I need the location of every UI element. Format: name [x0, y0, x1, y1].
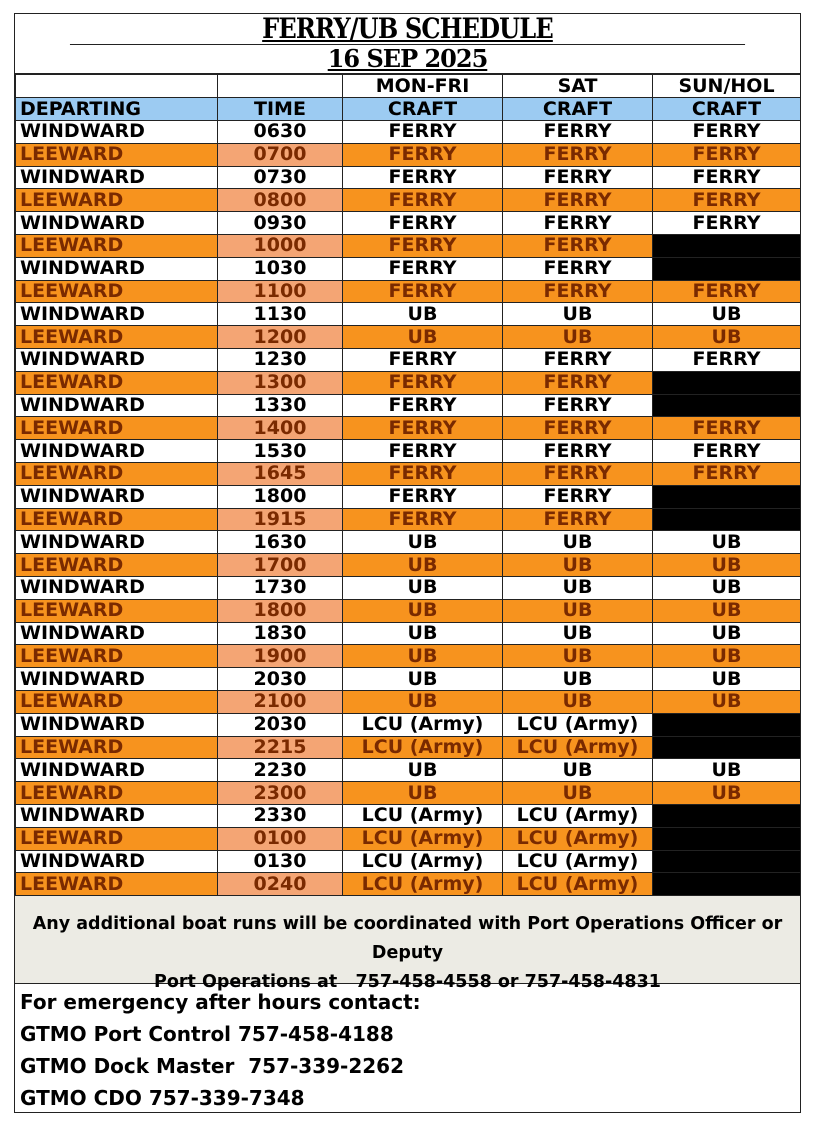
table-row: [16, 690, 801, 713]
contact-cdo: GTMO CDO 757-339-7348: [20, 1086, 305, 1111]
time-cell: 1030: [218, 257, 343, 280]
sat-craft-cell: LCU (Army): [503, 713, 653, 736]
table-row: [16, 121, 801, 144]
time-cell: 1900: [218, 645, 343, 668]
time-cell: 0800: [218, 189, 343, 212]
table-row: [16, 873, 801, 896]
column-header-departing: DEPARTING: [16, 98, 218, 121]
table-row: [16, 850, 801, 873]
sat-craft-cell: FERRY: [503, 121, 653, 144]
table-row: [16, 736, 801, 759]
sat-craft-cell: FERRY: [503, 371, 653, 394]
contact-dock-master: GTMO Dock Master 757-339-2262: [20, 1054, 405, 1079]
sat-craft-cell: LCU (Army): [503, 827, 653, 850]
no-service-cell: [653, 371, 801, 394]
departing-cell: LEEWARD: [16, 143, 218, 166]
days-header-blank-1: [16, 75, 218, 98]
mon-fri-craft-cell: LCU (Army): [343, 713, 503, 736]
departing-cell: LEEWARD: [16, 782, 218, 805]
departing-cell: LEEWARD: [16, 736, 218, 759]
departing-cell: LEEWARD: [16, 371, 218, 394]
days-header-sun-hol: SUN/HOL: [653, 75, 801, 98]
sat-craft-cell: FERRY: [503, 348, 653, 371]
sun-hol-craft-cell: FERRY: [653, 348, 801, 371]
sat-craft-cell: FERRY: [503, 257, 653, 280]
table-row: [16, 622, 801, 645]
mon-fri-craft-cell: UB: [343, 531, 503, 554]
table-row: [16, 234, 801, 257]
mon-fri-craft-cell: FERRY: [343, 508, 503, 531]
sun-hol-craft-cell: UB: [653, 622, 801, 645]
sat-craft-cell: UB: [503, 326, 653, 349]
departing-cell: WINDWARD: [16, 485, 218, 508]
mon-fri-craft-cell: UB: [343, 622, 503, 645]
time-cell: 2100: [218, 690, 343, 713]
mon-fri-craft-cell: FERRY: [343, 417, 503, 440]
departing-cell: WINDWARD: [16, 348, 218, 371]
sun-hol-craft-cell: UB: [653, 576, 801, 599]
time-cell: 1100: [218, 280, 343, 303]
table-row: [16, 759, 801, 782]
time-cell: 0630: [218, 121, 343, 144]
mon-fri-craft-cell: UB: [343, 599, 503, 622]
sat-craft-cell: LCU (Army): [503, 850, 653, 873]
mon-fri-craft-cell: FERRY: [343, 234, 503, 257]
sun-hol-craft-cell: FERRY: [653, 462, 801, 485]
departing-cell: LEEWARD: [16, 873, 218, 896]
mon-fri-craft-cell: FERRY: [343, 485, 503, 508]
sat-craft-cell: UB: [503, 668, 653, 691]
sat-craft-cell: UB: [503, 531, 653, 554]
sat-craft-cell: FERRY: [503, 417, 653, 440]
sun-hol-craft-cell: FERRY: [653, 440, 801, 463]
mon-fri-craft-cell: FERRY: [343, 371, 503, 394]
table-row: [16, 280, 801, 303]
departing-cell: WINDWARD: [16, 166, 218, 189]
departing-cell: LEEWARD: [16, 690, 218, 713]
sun-hol-craft-cell: FERRY: [653, 212, 801, 235]
sat-craft-cell: UB: [503, 303, 653, 326]
table-row: [16, 303, 801, 326]
mon-fri-craft-cell: LCU (Army): [343, 736, 503, 759]
page-title: FERRY/UB SCHEDULE: [70, 14, 745, 45]
table-row: [16, 462, 801, 485]
sat-craft-cell: FERRY: [503, 280, 653, 303]
sun-hol-craft-cell: UB: [653, 554, 801, 577]
time-cell: 2330: [218, 804, 343, 827]
departing-cell: WINDWARD: [16, 759, 218, 782]
table-row: [16, 485, 801, 508]
departing-cell: WINDWARD: [16, 303, 218, 326]
departing-cell: WINDWARD: [16, 804, 218, 827]
time-cell: 1300: [218, 371, 343, 394]
departing-cell: LEEWARD: [16, 326, 218, 349]
sun-hol-craft-cell: UB: [653, 531, 801, 554]
time-cell: 0930: [218, 212, 343, 235]
no-service-cell: [653, 736, 801, 759]
table-row: [16, 417, 801, 440]
mon-fri-craft-cell: LCU (Army): [343, 850, 503, 873]
sun-hol-craft-cell: UB: [653, 599, 801, 622]
sat-craft-cell: UB: [503, 599, 653, 622]
departing-cell: WINDWARD: [16, 713, 218, 736]
table-row: [16, 782, 801, 805]
no-service-cell: [653, 850, 801, 873]
time-cell: 1230: [218, 348, 343, 371]
sun-hol-craft-cell: UB: [653, 326, 801, 349]
time-cell: 0240: [218, 873, 343, 896]
no-service-cell: [653, 485, 801, 508]
departing-cell: LEEWARD: [16, 189, 218, 212]
time-cell: 1530: [218, 440, 343, 463]
no-service-cell: [653, 257, 801, 280]
time-cell: 1330: [218, 394, 343, 417]
time-cell: 2230: [218, 759, 343, 782]
time-cell: 1400: [218, 417, 343, 440]
time-cell: 2300: [218, 782, 343, 805]
sun-hol-craft-cell: UB: [653, 782, 801, 805]
note-line-2: Port Operations at 757-458-4558 or 757-458-4831: [154, 972, 661, 993]
mon-fri-craft-cell: FERRY: [343, 440, 503, 463]
table-row: [16, 143, 801, 166]
mon-fri-craft-cell: LCU (Army): [343, 827, 503, 850]
sun-hol-craft-cell: UB: [653, 759, 801, 782]
time-cell: 0100: [218, 827, 343, 850]
table-row: [16, 394, 801, 417]
mon-fri-craft-cell: FERRY: [343, 280, 503, 303]
mon-fri-craft-cell: FERRY: [343, 257, 503, 280]
mon-fri-craft-cell: UB: [343, 303, 503, 326]
contacts-heading: For emergency after hours contact:: [20, 990, 421, 1015]
departing-cell: LEEWARD: [16, 599, 218, 622]
departing-cell: LEEWARD: [16, 234, 218, 257]
mon-fri-craft-cell: LCU (Army): [343, 873, 503, 896]
table-row: [16, 645, 801, 668]
table-row: [16, 189, 801, 212]
mon-fri-craft-cell: UB: [343, 326, 503, 349]
sun-hol-craft-cell: FERRY: [653, 417, 801, 440]
sat-craft-cell: UB: [503, 576, 653, 599]
time-cell: 1630: [218, 531, 343, 554]
column-header-craft-sun-hol: CRAFT: [653, 98, 801, 121]
table-row: [16, 531, 801, 554]
table-row: [16, 257, 801, 280]
departing-cell: LEEWARD: [16, 645, 218, 668]
time-cell: 1800: [218, 599, 343, 622]
time-cell: 1730: [218, 576, 343, 599]
mon-fri-craft-cell: UB: [343, 782, 503, 805]
mon-fri-craft-cell: UB: [343, 690, 503, 713]
mon-fri-craft-cell: FERRY: [343, 394, 503, 417]
sun-hol-craft-cell: FERRY: [653, 143, 801, 166]
sat-craft-cell: FERRY: [503, 189, 653, 212]
departing-cell: WINDWARD: [16, 576, 218, 599]
departing-cell: WINDWARD: [16, 531, 218, 554]
departing-cell: LEEWARD: [16, 280, 218, 303]
port-operations-note: [15, 896, 800, 993]
table-row: [16, 166, 801, 189]
departing-cell: WINDWARD: [16, 622, 218, 645]
time-cell: 1830: [218, 622, 343, 645]
column-header-row: [16, 98, 801, 121]
table-row: [16, 576, 801, 599]
no-service-cell: [653, 394, 801, 417]
departing-cell: WINDWARD: [16, 668, 218, 691]
no-service-cell: [653, 827, 801, 850]
sat-craft-cell: FERRY: [503, 166, 653, 189]
schedule-table: [15, 74, 801, 896]
sat-craft-cell: FERRY: [503, 394, 653, 417]
mon-fri-craft-cell: FERRY: [343, 121, 503, 144]
departing-cell: LEEWARD: [16, 462, 218, 485]
sat-craft-cell: UB: [503, 690, 653, 713]
sat-craft-cell: FERRY: [503, 212, 653, 235]
time-cell: 1200: [218, 326, 343, 349]
sun-hol-craft-cell: FERRY: [653, 121, 801, 144]
sun-hol-craft-cell: UB: [653, 690, 801, 713]
emergency-contacts: [15, 984, 800, 1114]
departing-cell: WINDWARD: [16, 121, 218, 144]
days-header-sat: SAT: [503, 75, 653, 98]
sat-craft-cell: FERRY: [503, 234, 653, 257]
no-service-cell: [653, 873, 801, 896]
time-cell: 1915: [218, 508, 343, 531]
note-line-1: Any additional boat runs will be coordinated with Port Operations Officer or Deputy: [32, 914, 783, 964]
no-service-cell: [653, 234, 801, 257]
departing-cell: WINDWARD: [16, 257, 218, 280]
sun-hol-craft-cell: UB: [653, 645, 801, 668]
mon-fri-craft-cell: FERRY: [343, 166, 503, 189]
departing-cell: WINDWARD: [16, 212, 218, 235]
departing-cell: LEEWARD: [16, 417, 218, 440]
column-header-craft-sat: CRAFT: [503, 98, 653, 121]
sun-hol-craft-cell: UB: [653, 668, 801, 691]
no-service-cell: [653, 804, 801, 827]
time-cell: 2030: [218, 713, 343, 736]
sat-craft-cell: FERRY: [503, 485, 653, 508]
time-cell: 1800: [218, 485, 343, 508]
sat-craft-cell: FERRY: [503, 440, 653, 463]
sat-craft-cell: UB: [503, 759, 653, 782]
mon-fri-craft-cell: UB: [343, 668, 503, 691]
time-cell: 2030: [218, 668, 343, 691]
column-header-time: TIME: [218, 98, 343, 121]
table-row: [16, 599, 801, 622]
departing-cell: LEEWARD: [16, 508, 218, 531]
table-row: [16, 508, 801, 531]
departing-cell: WINDWARD: [16, 394, 218, 417]
table-row: [16, 554, 801, 577]
schedule-sheet: [14, 13, 801, 1113]
days-header-blank-2: [218, 75, 343, 98]
departing-cell: LEEWARD: [16, 554, 218, 577]
mon-fri-craft-cell: UB: [343, 554, 503, 577]
mon-fri-craft-cell: UB: [343, 645, 503, 668]
schedule-days-header: [16, 75, 801, 98]
time-cell: 0700: [218, 143, 343, 166]
mon-fri-craft-cell: UB: [343, 759, 503, 782]
table-row: [16, 212, 801, 235]
column-header-craft-mon-fri: CRAFT: [343, 98, 503, 121]
table-row: [16, 713, 801, 736]
sat-craft-cell: LCU (Army): [503, 736, 653, 759]
days-header-mon-fri: MON-FRI: [343, 75, 503, 98]
table-row: [16, 371, 801, 394]
time-cell: 2215: [218, 736, 343, 759]
sat-craft-cell: UB: [503, 622, 653, 645]
sat-craft-cell: LCU (Army): [503, 873, 653, 896]
mon-fri-craft-cell: UB: [343, 576, 503, 599]
mon-fri-craft-cell: FERRY: [343, 143, 503, 166]
departing-cell: WINDWARD: [16, 440, 218, 463]
sat-craft-cell: LCU (Army): [503, 804, 653, 827]
mon-fri-craft-cell: FERRY: [343, 462, 503, 485]
table-row: [16, 440, 801, 463]
mon-fri-craft-cell: FERRY: [343, 348, 503, 371]
table-row: [16, 827, 801, 850]
mon-fri-craft-cell: FERRY: [343, 212, 503, 235]
sun-hol-craft-cell: FERRY: [653, 189, 801, 212]
departing-cell: WINDWARD: [16, 850, 218, 873]
sat-craft-cell: UB: [503, 554, 653, 577]
time-cell: 1130: [218, 303, 343, 326]
no-service-cell: [653, 508, 801, 531]
sat-craft-cell: UB: [503, 645, 653, 668]
time-cell: 1000: [218, 234, 343, 257]
table-row: [16, 804, 801, 827]
no-service-cell: [653, 713, 801, 736]
sat-craft-cell: FERRY: [503, 462, 653, 485]
departing-cell: LEEWARD: [16, 827, 218, 850]
schedule-date: 16 SEP 2025: [15, 45, 800, 74]
sun-hol-craft-cell: UB: [653, 303, 801, 326]
table-row: [16, 348, 801, 371]
contact-port-control: GTMO Port Control 757-458-4188: [20, 1022, 394, 1047]
sun-hol-craft-cell: FERRY: [653, 166, 801, 189]
time-cell: 0130: [218, 850, 343, 873]
time-cell: 0730: [218, 166, 343, 189]
mon-fri-craft-cell: LCU (Army): [343, 804, 503, 827]
table-row: [16, 326, 801, 349]
time-cell: 1645: [218, 462, 343, 485]
time-cell: 1700: [218, 554, 343, 577]
table-row: [16, 668, 801, 691]
sun-hol-craft-cell: FERRY: [653, 280, 801, 303]
sat-craft-cell: FERRY: [503, 508, 653, 531]
sat-craft-cell: FERRY: [503, 143, 653, 166]
sat-craft-cell: UB: [503, 782, 653, 805]
mon-fri-craft-cell: FERRY: [343, 189, 503, 212]
